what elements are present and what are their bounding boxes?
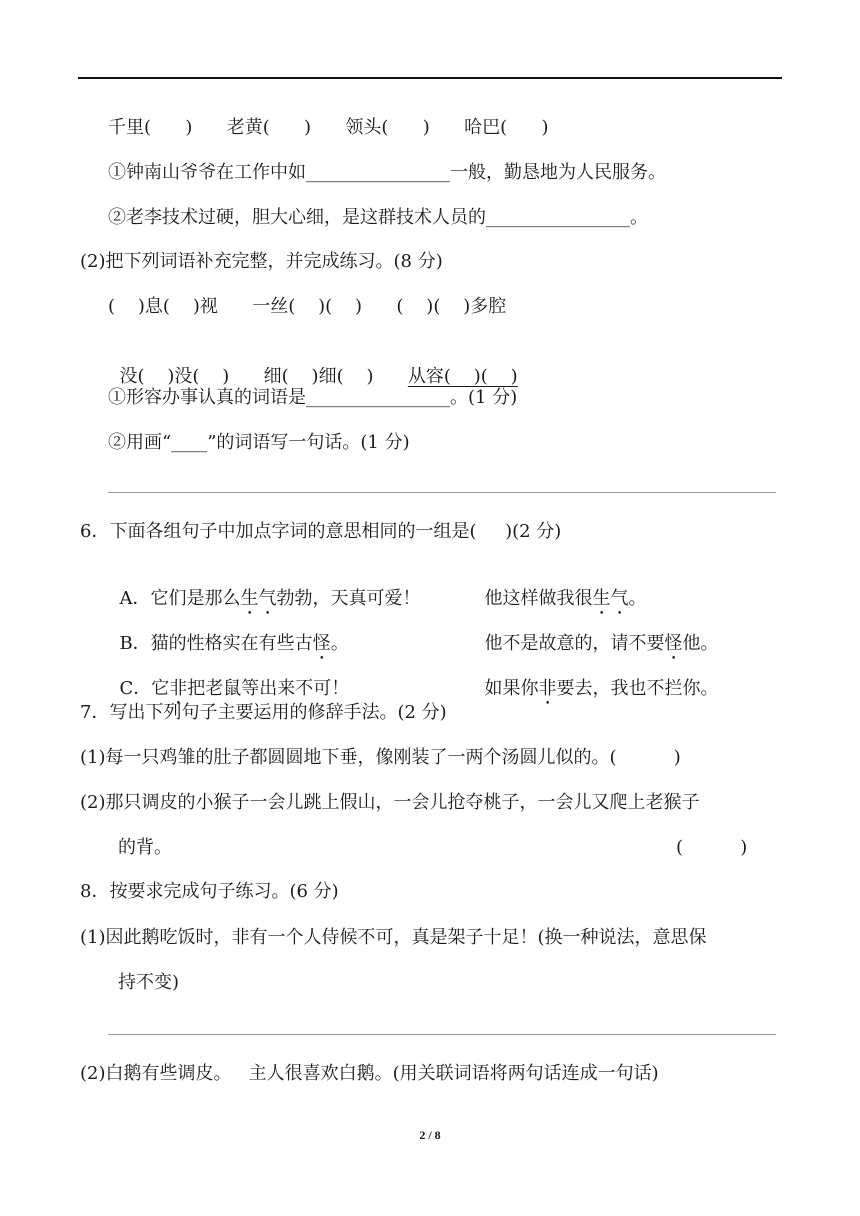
dotted-word: 怪 [312, 633, 331, 654]
pinyin-words-line: 千里( ) 老黄( ) 领头( ) 哈巴( ) [108, 117, 549, 138]
idiom-question-2: ②用画“____”的词语写一句话。(1 分) [108, 432, 410, 453]
answer-line-1 [108, 492, 776, 493]
text: 。 [628, 588, 647, 609]
text: C．它 [119, 678, 170, 699]
text: 勃勃，天真可爱！ [276, 588, 421, 609]
sentence-fill-1: ①钟南山爷爷在工作中如________________一般，勤恳地为人民服务。 [108, 162, 666, 183]
q7-item-2-line2: 的背。 [118, 837, 172, 858]
idiom-row-1: ( )息( )视 一丝( )( ) ( )( )多腔 [108, 296, 507, 317]
page-number: 2 / 8 [419, 1128, 441, 1142]
dotted-word: 怪 [664, 633, 683, 654]
text: 要去，我也不拦你。 [556, 678, 719, 699]
q8-item-1-line1: (1)因此鹅吃饭时，非有一个人侍候不可，真是架子十足！(换一种说法，意思保 [80, 927, 707, 948]
q7-heading: 7．写出下列句子主要运用的修辞手法。(2 分) [80, 702, 447, 723]
q7-item-2-answer-paren: ( ) [676, 837, 748, 858]
text: 。 [330, 633, 349, 654]
dotted-word: 生气 [240, 588, 277, 609]
text: 如果你 [484, 678, 539, 699]
answer-line-2 [108, 1034, 776, 1035]
text: 他。 [682, 633, 719, 654]
text: B．猫的性格实在有些古 [119, 633, 313, 654]
dotted-word: 非 [169, 678, 188, 699]
q7-item-1: (1)每一只鸡雏的肚子都圆圆地下垂，像刚装了一两个汤圆儿似的。( ) [80, 747, 681, 768]
q6-option-c-right [473, 653, 718, 709]
underlined-idiom: 从容( )( ) [407, 366, 518, 387]
header-rule [78, 77, 782, 79]
text: 把老鼠等出来不可！ [187, 678, 350, 699]
q6-heading: 6．下面各组句子中加点字词的意思相同的一组是( )(2 分) [80, 521, 562, 542]
q8-item-1-line2: 持不变) [118, 972, 180, 993]
dotted-word: 非 [538, 678, 557, 699]
q8-item-2: (2)白鹅有些调皮。 主人很喜欢白鹅。(用关联词语将两句话连成一句话) [80, 1063, 659, 1084]
text: 他这样做我很 [484, 588, 593, 609]
idiom-row-2 [108, 341, 518, 389]
q8-heading: 8．按要求完成句子练习。(6 分) [80, 881, 339, 902]
q5-part2-heading: (2)把下列词语补充完整，并完成练习。(8 分) [80, 251, 443, 272]
idiom-row-2-plain: 没( )没( ) 细( )细( ) [119, 366, 408, 387]
text: A．它们是那么 [119, 588, 241, 609]
text: 他不是故意的，请不要 [484, 633, 665, 654]
dotted-word: 生气 [592, 588, 629, 609]
idiom-question-1: ①形容办事认真的词语是________________。(1 分) [108, 387, 518, 408]
q7-item-2-line1: (2)那只调皮的小猴子一会儿跳上假山，一会儿抢夺桃子，一会儿又爬上老猴子 [80, 792, 700, 813]
sentence-fill-2: ②老李技术过硬，胆大心细，是这群技术人员的________________。 [108, 207, 648, 228]
